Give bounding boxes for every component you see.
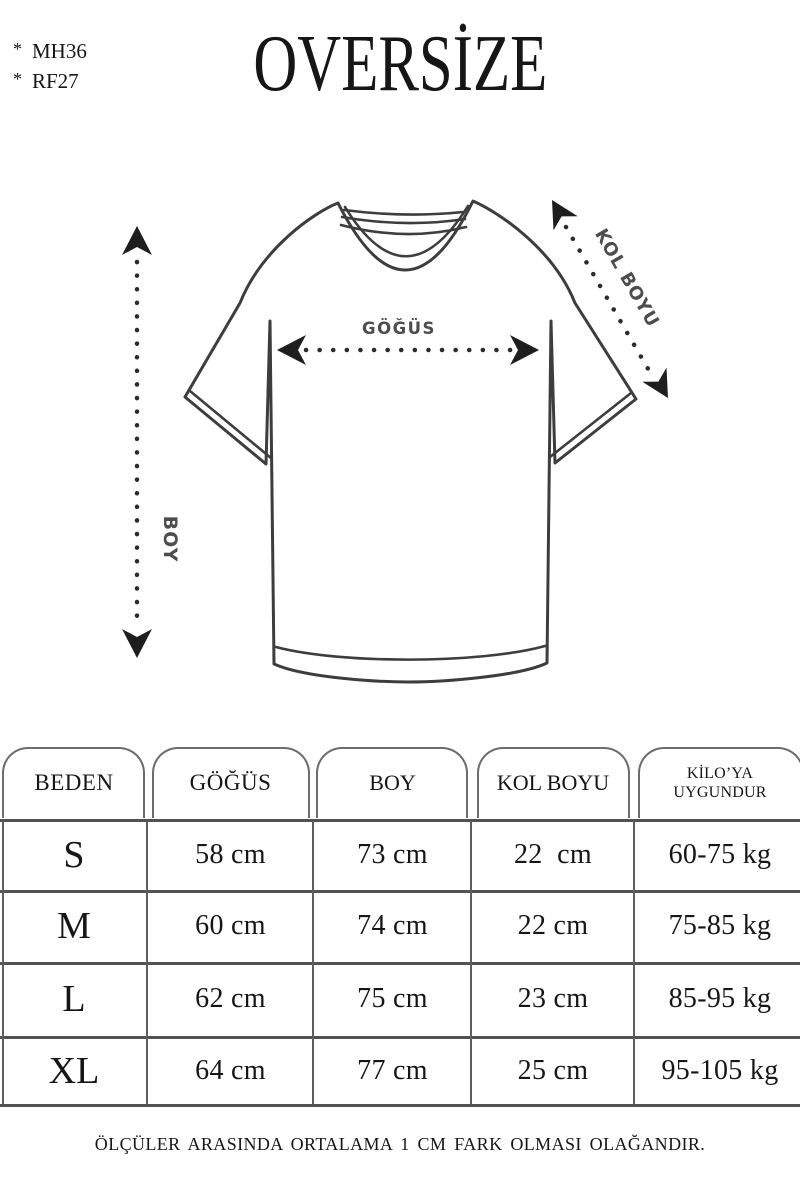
- column-header-chest: [148, 746, 313, 819]
- cell-value: 85-95 kg: [668, 983, 772, 1014]
- product-code: MH36: [32, 38, 87, 63]
- arrowhead-up-icon: [122, 226, 152, 255]
- table-row-xl-sleeve: [472, 1036, 634, 1106]
- column-header-label: BOY: [369, 769, 416, 795]
- size-value: L: [62, 978, 86, 1020]
- table-row-l-length: [313, 962, 472, 1036]
- title-wrap: [0, 22, 800, 106]
- size-table: [0, 746, 800, 1108]
- cell-value: 23 cm: [517, 983, 589, 1014]
- column-header-label: KOL BOYU: [496, 769, 610, 795]
- cell-value: 77 cm: [357, 1055, 428, 1086]
- asterisk-icon: *: [13, 38, 22, 59]
- arrowhead-down-icon: [122, 629, 152, 658]
- table-row-m-sleeve: [472, 890, 634, 962]
- column-header-length: [313, 746, 472, 819]
- size-value: XL: [48, 1050, 100, 1092]
- cell-value: 73 cm: [357, 838, 428, 870]
- sleeve-label: KOL BOYU: [590, 225, 664, 332]
- table-row-s-chest: [148, 819, 313, 890]
- column-header-weight: [634, 746, 800, 819]
- table-row-s-sleeve: [472, 819, 634, 890]
- chest-label: GÖĞÜS: [362, 319, 436, 338]
- page-title: OVERSİZE: [253, 20, 547, 108]
- size-value: M: [57, 905, 91, 947]
- cell-value: 58 cm: [195, 838, 266, 870]
- cell-value: 60-75 kg: [668, 838, 772, 870]
- cell-value: 60 cm: [195, 910, 266, 941]
- column-header-size: [0, 746, 148, 819]
- size-table-cells: [0, 746, 800, 1108]
- column-header-label: UYGUNDUR: [673, 783, 767, 801]
- table-row-m-chest: [148, 890, 313, 962]
- table-row-xl-chest: [148, 1036, 313, 1106]
- table-row-l-sleeve: [472, 962, 634, 1036]
- table-row-l-size: [0, 962, 148, 1036]
- asterisk-icon: *: [13, 68, 22, 89]
- column-header-label: KİLO’YA: [686, 764, 754, 782]
- cell-value: 75-85 kg: [668, 910, 772, 941]
- table-row-l-chest: [148, 962, 313, 1036]
- cell-value: 64 cm: [195, 1055, 266, 1086]
- cell-value: 75 cm: [357, 983, 428, 1014]
- table-row-s-size: [0, 819, 148, 890]
- cell-value: 62 cm: [195, 983, 266, 1014]
- cell-value: 95-105 kg: [661, 1055, 779, 1086]
- product-code: RF27: [32, 68, 79, 93]
- length-label: BOY: [159, 515, 181, 563]
- table-row-m-weight: [634, 890, 800, 962]
- table-row-xl-size: [0, 1036, 148, 1106]
- tshirt-measurement-diagram: [0, 150, 800, 742]
- table-row-l-weight: [634, 962, 800, 1036]
- table-row-m-size: [0, 890, 148, 962]
- table-row-xl-weight: [634, 1036, 800, 1106]
- table-row-s-weight: [634, 819, 800, 890]
- arrowhead-downright-icon: [642, 368, 668, 398]
- length-arrow: [122, 226, 181, 658]
- cell-value: 22 cm: [513, 838, 592, 870]
- size-value: S: [63, 833, 85, 876]
- table-row-s-length: [313, 819, 472, 890]
- cell-value: 22 cm: [517, 910, 589, 941]
- table-row-m-length: [313, 890, 472, 962]
- cell-value: 25 cm: [517, 1055, 589, 1086]
- column-header-label: GÖĞÜS: [189, 769, 272, 795]
- column-header-label: BEDEN: [34, 769, 114, 795]
- column-header-sleeve: [472, 746, 634, 819]
- cell-value: 74 cm: [357, 910, 428, 941]
- tolerance-note: ÖLÇÜLER ARASINDA ORTALAMA 1 CM FARK OLMASI OLAĞANDIR.: [94, 1134, 706, 1154]
- table-row-xl-length: [313, 1036, 472, 1106]
